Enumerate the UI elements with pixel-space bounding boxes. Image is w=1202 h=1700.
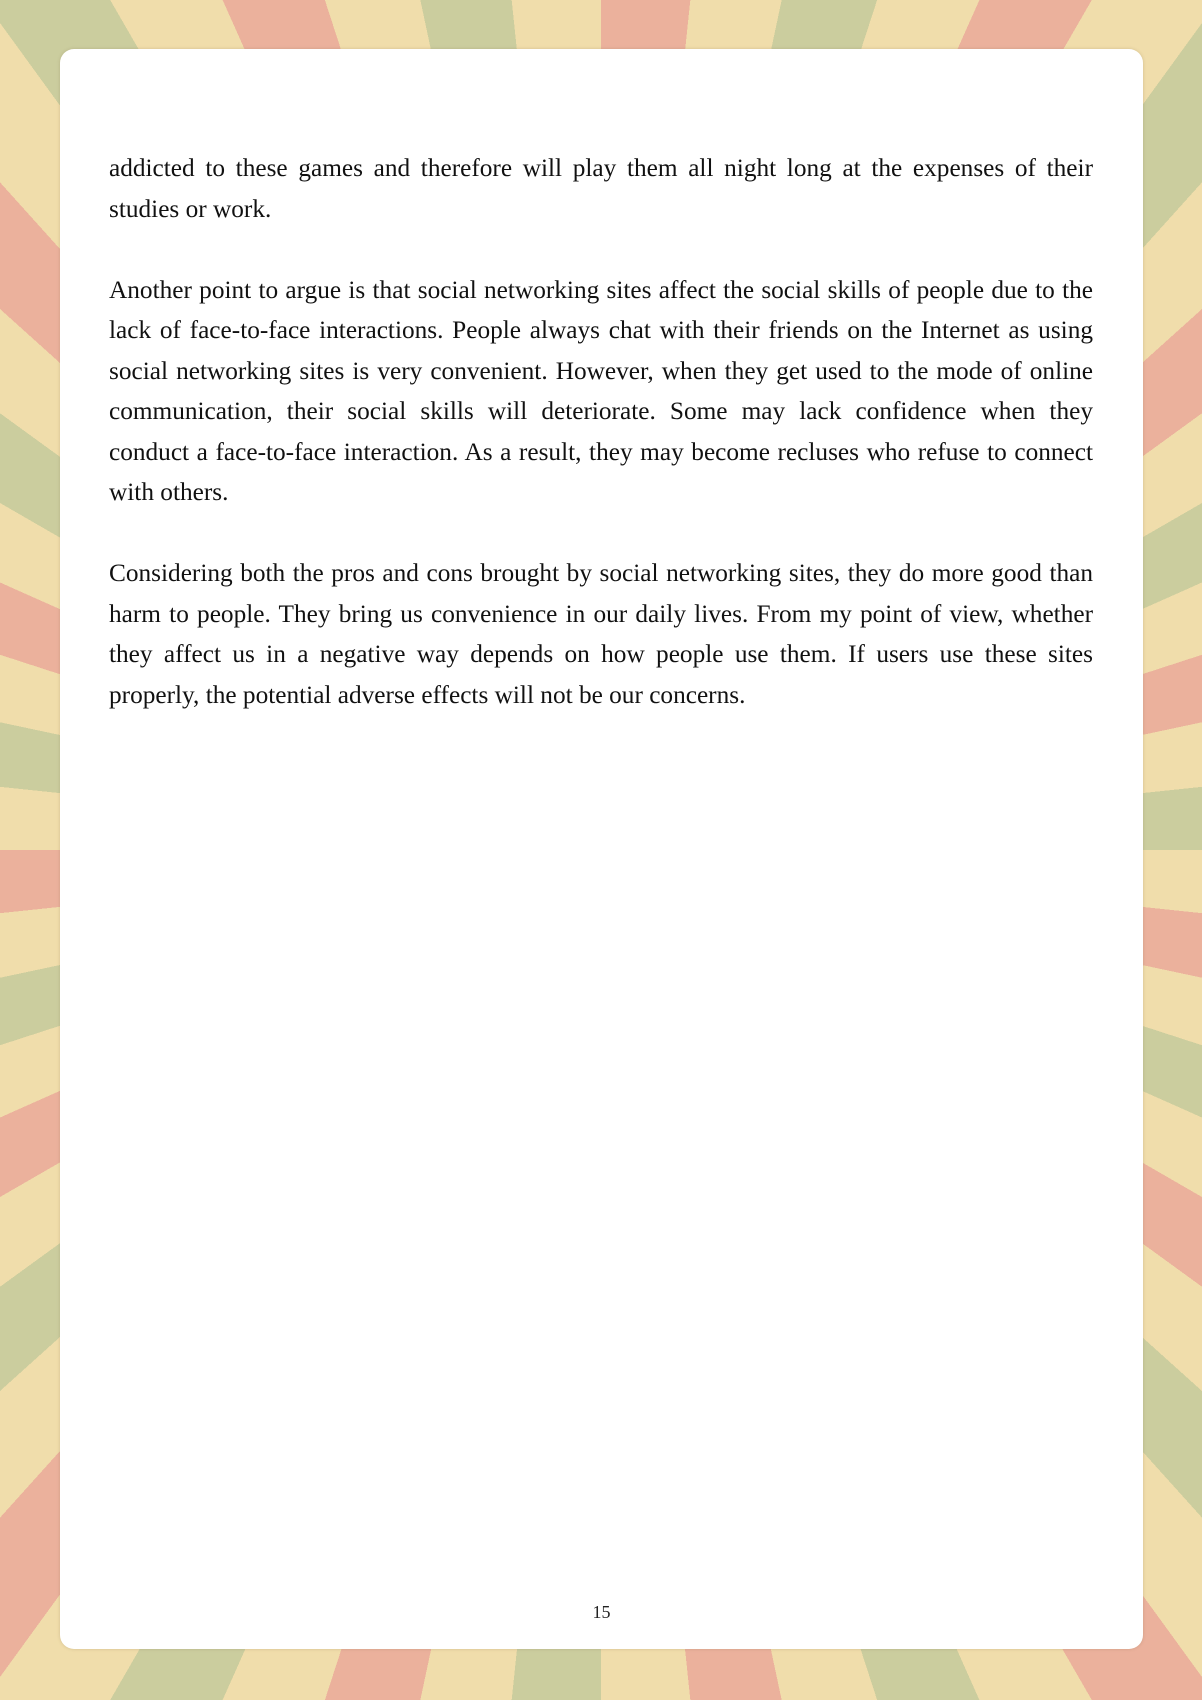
paragraph-3: Considering both the pros and cons brought by social networking sites, they do more good than harm to people. They bring us convenience in our daily lives. From my point of view, whether they affect us in a negative way depends on how people use them. If users use these sites properly, the potential adverse effects will not be our concerns. [109,559,1093,709]
page-card [60,49,1143,1649]
body-text [109,148,1093,756]
paragraph-2: Another point to argue is that social networking sites affect the social skills of people due to the lack of face-to-face interactions. People always chat with their friends on the Internet as using social networking sites is very convenient. However, when they get used to the mode of online communication, their social skills will deteriorate. Some may lack confidence when they conduct a face-to-face interaction. As a result, they may become recluses who refuse to connect with others. [109,275,1093,506]
paragraph-1: addicted to these games and therefore will play them all night long at the expenses of their studies or work. [109,154,1093,223]
page-number: 15 [592,1602,611,1622]
